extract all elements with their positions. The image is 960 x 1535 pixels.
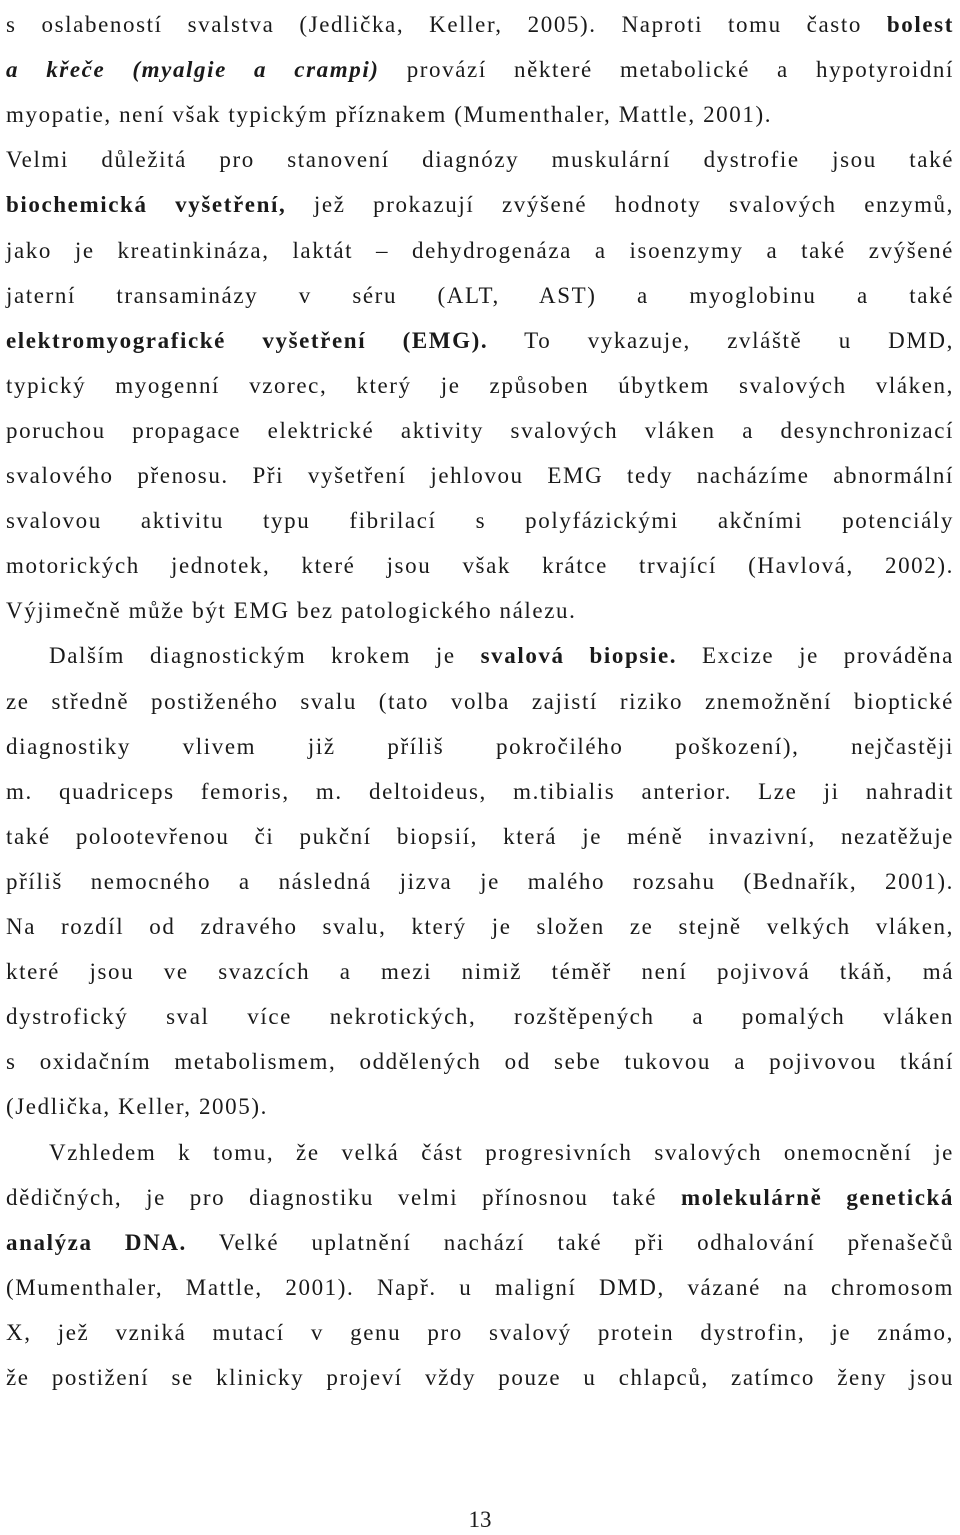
text-line xyxy=(6,732,954,762)
text-segment: Excize je prováděna xyxy=(677,643,954,669)
text-line xyxy=(6,1092,954,1122)
text-segment: Na rozdíl od zdravého svalu, který je složen ze stejně velkých vláken, xyxy=(6,914,954,939)
bold-term: a křeče (myalgie a crampi) xyxy=(6,57,380,83)
text-segment: (Jedlička, Keller, 2005). xyxy=(6,1094,268,1120)
text-line xyxy=(6,777,954,807)
text-segment: Velmi důležitá pro stanovení diagnózy muskulární dystrofie jsou také xyxy=(6,147,954,173)
text-segment: s oxidačním metabolismem, oddělených od sebe tukovou a pojivovou tkání xyxy=(6,1049,954,1075)
text-line xyxy=(6,1228,954,1258)
text-segment: Velké uplatnění nachází také při odhalování přenašečů xyxy=(186,1229,955,1255)
text-line xyxy=(6,1047,954,1077)
text-line xyxy=(6,461,954,491)
text-segment: také polootevřenou či pukční biopsií, která je méně invazivní, nezatěžuje xyxy=(6,823,954,849)
text-line xyxy=(6,551,954,581)
text-line xyxy=(6,1273,954,1303)
text-segment: dystrofický sval více nekrotických, rozštěpených a pomalých vláken xyxy=(6,1004,954,1030)
text-line xyxy=(6,100,954,130)
text-segment: jaterní transaminázy v séru (ALT, AST) a myoglobinu a také xyxy=(6,282,954,308)
text-line xyxy=(6,1183,954,1213)
text-segment: jako je kreatinkináza, laktát – dehydrogenáza a isoenzymy a také zvýšené xyxy=(6,237,954,263)
text-line xyxy=(6,326,954,356)
text-segment: typický myogenní vzorec, který je způsoben úbytkem svalových vláken, xyxy=(6,372,954,398)
text-segment: svalovou aktivitu typu fibrilací s polyfázickými akčními potenciály xyxy=(6,508,954,534)
text-line xyxy=(6,867,954,897)
text-segment: dědičných, je pro diagnostiku velmi přínosnou také xyxy=(6,1184,681,1210)
text-line xyxy=(6,1318,954,1348)
text-line xyxy=(6,596,954,626)
text-segment: které jsou ve svazcích a mezi nimiž téměř není pojivová tkáň, má xyxy=(6,959,954,985)
text-line xyxy=(6,145,954,175)
text-segment: Vzhledem k tomu, že velká část progresivních svalových onemocnění je xyxy=(49,1139,954,1165)
text-line xyxy=(6,55,954,85)
text-line xyxy=(6,687,954,717)
text-segment: Výjimečně může být EMG bez patologického nálezu. xyxy=(6,598,577,624)
text-segment: provází některé metabolické a hypotyroidní xyxy=(379,57,955,83)
text-line xyxy=(6,371,954,401)
text-segment: že postižení se klinicky projeví vždy pouze u chlapců, zatímco ženy jsou xyxy=(6,1365,954,1390)
text-segment: jež prokazují zvýšené hodnoty svalových enzymů, xyxy=(286,192,955,218)
text-line xyxy=(6,416,954,446)
bold-term: bolest xyxy=(886,12,954,37)
text-segment: příliš nemocného a následná jizva je malého rozsahu (Bednařík, 2001). xyxy=(6,868,954,894)
text-line xyxy=(6,10,954,40)
text-line xyxy=(49,641,954,671)
text-line xyxy=(6,190,954,220)
text-segment: m. quadriceps femoris, m. deltoideus, m.tibialis anterior. Lze ji nahradit xyxy=(6,778,954,804)
text-segment: X, jež vzniká mutací v genu pro svalový protein dystrofin, je známo, xyxy=(6,1319,954,1345)
text-line xyxy=(6,281,954,311)
text-line xyxy=(6,506,954,536)
bold-term: molekulárně genetická xyxy=(680,1184,954,1210)
text-segment: (Mumenthaler, Mattle, 2001). Např. u maligní DMD, vázané na chromosom xyxy=(6,1274,954,1300)
text-segment: ze středně postiženého svalu (tato volba zajistí riziko znemožnění bioptické xyxy=(6,688,954,714)
text-line xyxy=(6,1363,954,1393)
text-line xyxy=(6,822,954,852)
text-segment: Dalším diagnostickým krokem je xyxy=(49,643,481,669)
text-line xyxy=(49,1138,954,1168)
bold-term: analýza DNA. xyxy=(6,1229,187,1255)
text-segment: s oslabeností svalstva (Jedlička, Keller, 2005). Naproti tomu často xyxy=(6,12,887,37)
bold-term: elektromyografické vyšetření (EMG). xyxy=(6,327,489,353)
bold-term: svalová biopsie. xyxy=(480,643,678,669)
text-line xyxy=(6,912,954,942)
bold-term: biochemická vyšetření, xyxy=(6,192,287,218)
text-segment: svalového přenosu. Při vyšetření jehlovou EMG tedy nacházíme abnormální xyxy=(6,463,954,488)
text-segment: myopatie, není však typickým příznakem (Mumenthaler, Mattle, 2001). xyxy=(6,102,773,128)
text-line xyxy=(6,236,954,266)
text-segment: motorických jednotek, které jsou však krátce trvající (Havlová, 2002). xyxy=(6,553,954,579)
text-line xyxy=(6,957,954,987)
text-segment: To vykazuje, zvláště u DMD, xyxy=(488,327,954,353)
text-line xyxy=(6,1002,954,1032)
text-segment: poruchou propagace elektrické aktivity svalových vláken a desynchronizací xyxy=(6,417,954,443)
page-number: 13 xyxy=(468,1507,492,1532)
text-segment: diagnostiky vlivem již příliš pokročilého poškození), nejčastěji xyxy=(6,733,954,759)
